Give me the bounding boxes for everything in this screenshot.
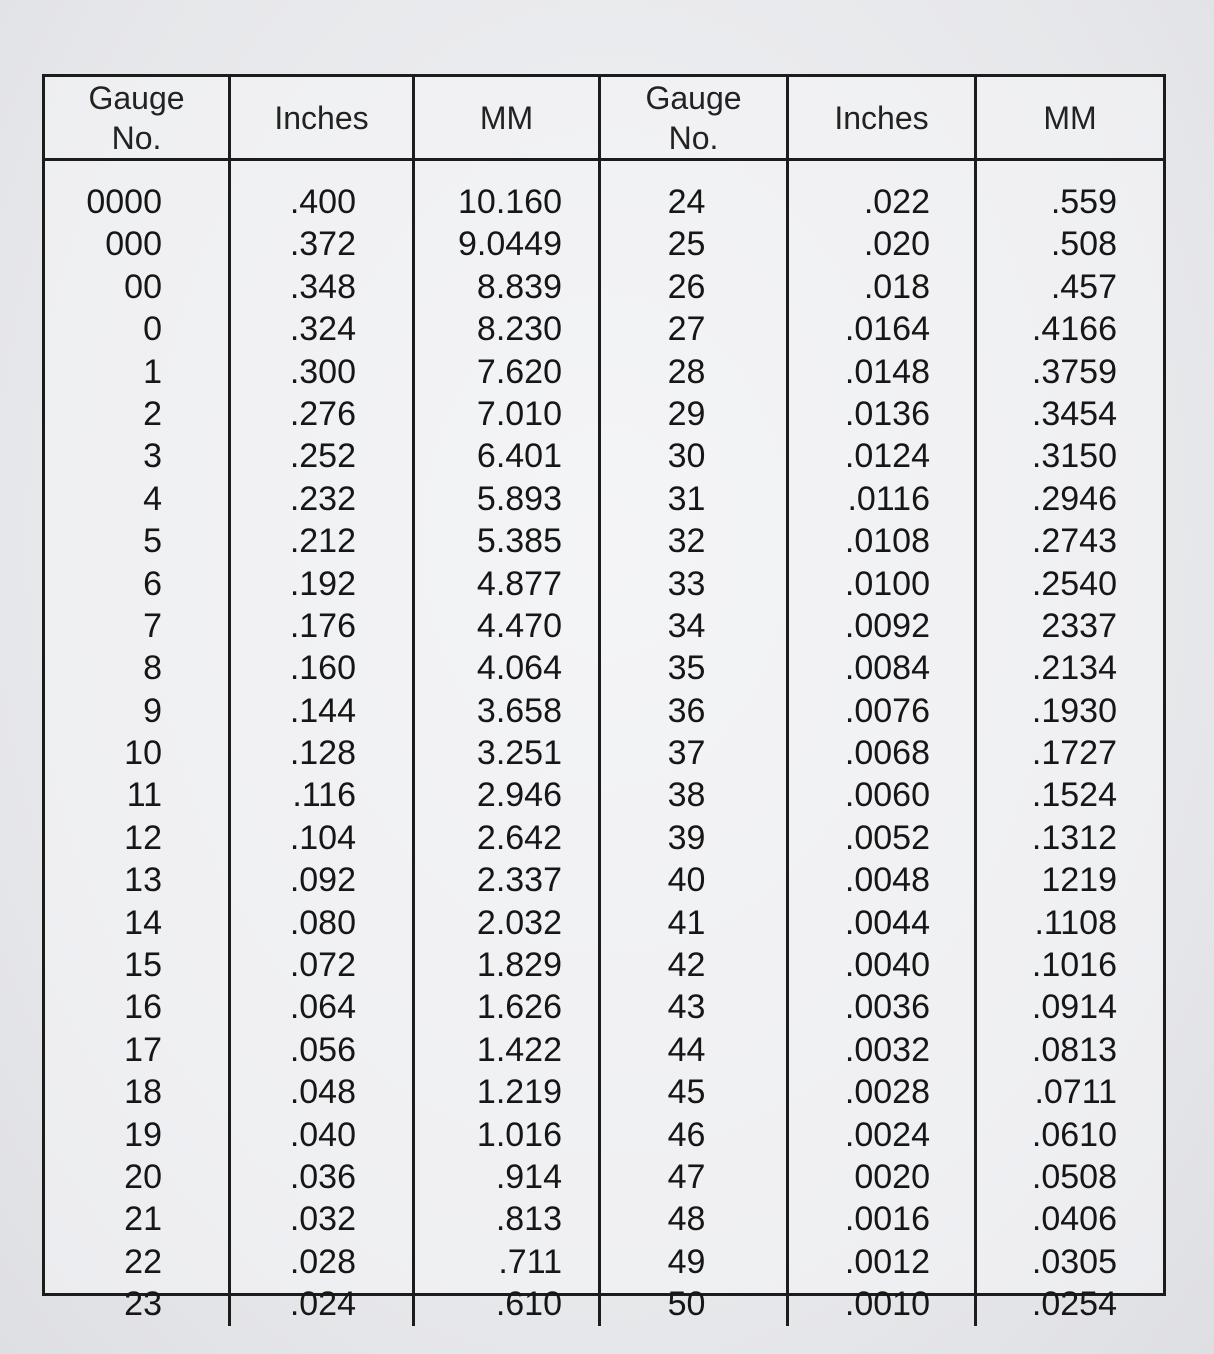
- gauge-value: 24: [667, 183, 706, 221]
- inches-value: .372: [289, 225, 356, 264]
- inches-value: .0108: [844, 522, 930, 561]
- mm-value: 3.251: [476, 734, 562, 773]
- gauge-value: 21: [124, 1200, 162, 1239]
- inches-value: .324: [289, 310, 356, 349]
- inches-value: .0010: [844, 1285, 930, 1324]
- gauge-value: 44: [667, 1030, 706, 1069]
- mm-value: 4.877: [476, 564, 562, 603]
- inches-value: .0092: [844, 606, 930, 645]
- mm-value: .1930: [1031, 691, 1117, 730]
- gauge-value: 3: [143, 437, 162, 476]
- mm-value: .1524: [1031, 776, 1117, 815]
- mm-value: .0813: [1031, 1030, 1117, 1069]
- gauge-value: 2: [143, 394, 162, 433]
- inches-value: .232: [289, 479, 356, 518]
- mm-value: 2.642: [476, 818, 562, 857]
- gauge-value: 34: [667, 606, 706, 645]
- gauge-value: 0: [143, 310, 162, 349]
- header-mm-left: MM: [415, 77, 601, 161]
- gauge-value: 49: [667, 1242, 706, 1281]
- inches-value: .0028: [844, 1073, 930, 1112]
- inches-value: .400: [289, 183, 356, 221]
- inches-value: .092: [289, 861, 356, 900]
- mm-value: 5.893: [476, 479, 562, 518]
- header-mm-right: MM: [977, 77, 1163, 161]
- inches-value: .116: [292, 776, 356, 815]
- inches-value: .0148: [844, 352, 930, 391]
- gauge-value: 41: [667, 903, 706, 942]
- gauge-value: 38: [667, 776, 706, 815]
- mm-value: .508: [1050, 225, 1117, 264]
- mm-value: 5.385: [476, 522, 562, 561]
- header-inches-right: Inches: [789, 77, 977, 161]
- mm-value: 4.470: [476, 606, 562, 645]
- gauge-value: 31: [667, 479, 706, 518]
- gauge-value: 000: [105, 225, 162, 264]
- inches-value: .0060: [844, 776, 930, 815]
- column-mm-right: [977, 161, 1163, 1326]
- gauge-value: 19: [124, 1115, 162, 1154]
- gauge-value: 26: [667, 267, 706, 306]
- gauge-value: 12: [124, 818, 162, 857]
- mm-value: .2540: [1031, 564, 1117, 603]
- gauge-value: 42: [667, 946, 706, 985]
- gauge-value: 7: [143, 606, 162, 645]
- gauge-value: 50: [667, 1285, 706, 1324]
- gauge-value: 37: [667, 734, 706, 773]
- gauge-value: 36: [667, 691, 706, 730]
- inches-value: .192: [289, 564, 356, 603]
- gauge-value: 6: [143, 564, 162, 603]
- inches-value: .276: [289, 394, 356, 433]
- inches-value: .300: [289, 352, 356, 391]
- column-inches-left: [231, 161, 415, 1326]
- inches-value: .0084: [844, 649, 930, 688]
- gauge-value: 18: [124, 1073, 162, 1112]
- column-inches-right: [789, 161, 977, 1326]
- mm-value: .1108: [1034, 903, 1117, 942]
- mm-value: .0914: [1031, 988, 1117, 1027]
- inches-value: .0068: [844, 734, 930, 773]
- mm-value: .914: [495, 1157, 562, 1196]
- gauge-value: 10: [124, 734, 162, 773]
- gauge-value: 29: [667, 394, 706, 433]
- inches-value: .028: [289, 1242, 356, 1281]
- inches-value: .0024: [844, 1115, 930, 1154]
- inches-value: .064: [289, 988, 356, 1027]
- gauge-value: 35: [667, 649, 706, 688]
- mm-value: 1.016: [476, 1115, 562, 1154]
- inches-value: .0116: [847, 479, 930, 518]
- column-gauge-right: [601, 161, 789, 1326]
- gauge-value: 43: [667, 988, 706, 1027]
- gauge-value: 4: [143, 479, 162, 518]
- gauge-value: 47: [667, 1157, 706, 1196]
- gauge-value: 11: [126, 776, 162, 815]
- mm-value: .0305: [1031, 1242, 1117, 1281]
- mm-value: .711: [498, 1242, 562, 1281]
- gauge-value: 33: [667, 564, 706, 603]
- gauge-value: 9: [143, 691, 162, 730]
- inches-value: .0076: [844, 691, 930, 730]
- mm-value: 2.946: [476, 776, 562, 815]
- gauge-value: 40: [667, 861, 706, 900]
- gauge-value: 39: [667, 818, 706, 857]
- mm-value: .1312: [1031, 818, 1117, 857]
- gauge-value: 46: [667, 1115, 706, 1154]
- gauge-value: 00: [124, 267, 162, 306]
- inches-value: .0164: [844, 310, 930, 349]
- gauge-value: 0000: [86, 183, 162, 221]
- gauge-value: 45: [667, 1073, 706, 1112]
- mm-value: 2337: [1041, 606, 1117, 645]
- inches-value: .024: [289, 1285, 356, 1324]
- inches-value: .144: [289, 691, 356, 730]
- mm-value: 2.032: [476, 903, 562, 942]
- mm-value: 1219: [1041, 861, 1117, 900]
- mm-value: 10.160: [458, 183, 562, 221]
- header-gauge-no-left: Gauge No.: [45, 77, 231, 161]
- gauge-value: 48: [667, 1200, 706, 1239]
- inches-value: .018: [863, 267, 930, 306]
- gauge-value: 22: [124, 1242, 162, 1281]
- gauge-value: 25: [667, 225, 706, 264]
- mm-value: .1016: [1031, 946, 1117, 985]
- inches-value: 0020: [854, 1157, 930, 1196]
- mm-value: .3759: [1031, 352, 1117, 391]
- mm-value: .4166: [1031, 310, 1117, 349]
- gauge-value: 14: [124, 903, 162, 942]
- inches-value: .022: [863, 183, 930, 221]
- mm-value: 1.219: [476, 1073, 562, 1112]
- inches-value: .212: [289, 522, 356, 561]
- gauge-value: 17: [124, 1030, 162, 1069]
- inches-value: .032: [289, 1200, 356, 1239]
- inches-value: .0124: [844, 437, 930, 476]
- inches-value: .020: [863, 225, 930, 264]
- header-gauge-no-right: Gauge No.: [601, 77, 789, 161]
- inches-value: .056: [289, 1030, 356, 1069]
- inches-value: .040: [289, 1115, 356, 1154]
- mm-value: .1727: [1031, 734, 1117, 773]
- inches-value: .0016: [844, 1200, 930, 1239]
- mm-value: .0406: [1031, 1200, 1117, 1239]
- gauge-value: 23: [124, 1285, 162, 1324]
- mm-value: 1.829: [476, 946, 562, 985]
- gauge-value: 16: [124, 988, 162, 1027]
- inches-value: .104: [289, 818, 356, 857]
- inches-value: .252: [289, 437, 356, 476]
- mm-value: .3454: [1031, 394, 1117, 433]
- mm-value: .3150: [1031, 437, 1117, 476]
- column-mm-left: [415, 161, 601, 1326]
- mm-value: .2946: [1031, 479, 1117, 518]
- inches-value: .0044: [844, 903, 930, 942]
- inches-value: .160: [289, 649, 356, 688]
- gauge-value: 20: [124, 1157, 162, 1196]
- inches-value: .0136: [844, 394, 930, 433]
- mm-value: .457: [1050, 267, 1117, 306]
- mm-value: .0711: [1034, 1073, 1117, 1112]
- mm-value: .610: [495, 1285, 562, 1324]
- mm-value: 2.337: [476, 861, 562, 900]
- mm-value: 6.401: [476, 437, 562, 476]
- mm-value: .0508: [1031, 1157, 1117, 1196]
- gauge-value: 32: [667, 522, 706, 561]
- mm-value: 1.626: [476, 988, 562, 1027]
- gauge-value: 15: [124, 946, 162, 985]
- mm-value: 1.422: [476, 1030, 562, 1069]
- inches-value: .0012: [844, 1242, 930, 1281]
- mm-value: 3.658: [476, 691, 562, 730]
- inches-value: .0036: [844, 988, 930, 1027]
- mm-value: 8.230: [476, 310, 562, 349]
- inches-value: .072: [289, 946, 356, 985]
- mm-value: .0254: [1031, 1285, 1117, 1324]
- gauge-value: 8: [143, 649, 162, 688]
- mm-value: .2134: [1031, 649, 1117, 688]
- inches-value: .048: [289, 1073, 356, 1112]
- mm-value: 7.620: [476, 352, 562, 391]
- mm-value: 7.010: [476, 394, 562, 433]
- inches-value: .176: [289, 606, 356, 645]
- inches-value: .348: [289, 267, 356, 306]
- inches-value: .0032: [844, 1030, 930, 1069]
- mm-value: .0610: [1031, 1115, 1117, 1154]
- wire-gauge-table: [42, 74, 1166, 1324]
- inches-value: .128: [289, 734, 356, 773]
- mm-value: .813: [495, 1200, 562, 1239]
- inches-value: .0040: [844, 946, 930, 985]
- mm-value: .2743: [1031, 522, 1117, 561]
- column-gauge-left: [45, 161, 231, 1326]
- inches-value: .0100: [844, 564, 930, 603]
- inches-value: .036: [289, 1157, 356, 1196]
- inches-value: .0052: [844, 818, 930, 857]
- mm-value: .559: [1050, 183, 1117, 221]
- mm-value: 8.839: [476, 267, 562, 306]
- gauge-value: 5: [143, 522, 162, 561]
- inches-value: .080: [289, 903, 356, 942]
- gauge-value: 28: [667, 352, 706, 391]
- gauge-value: 27: [667, 310, 706, 349]
- header-inches-left: Inches: [231, 77, 415, 161]
- inches-value: .0048: [844, 861, 930, 900]
- gauge-value: 30: [667, 437, 706, 476]
- mm-value: 4.064: [476, 649, 562, 688]
- mm-value: 9.0449: [458, 225, 562, 264]
- gauge-value: 1: [143, 352, 162, 391]
- gauge-value: 13: [124, 861, 162, 900]
